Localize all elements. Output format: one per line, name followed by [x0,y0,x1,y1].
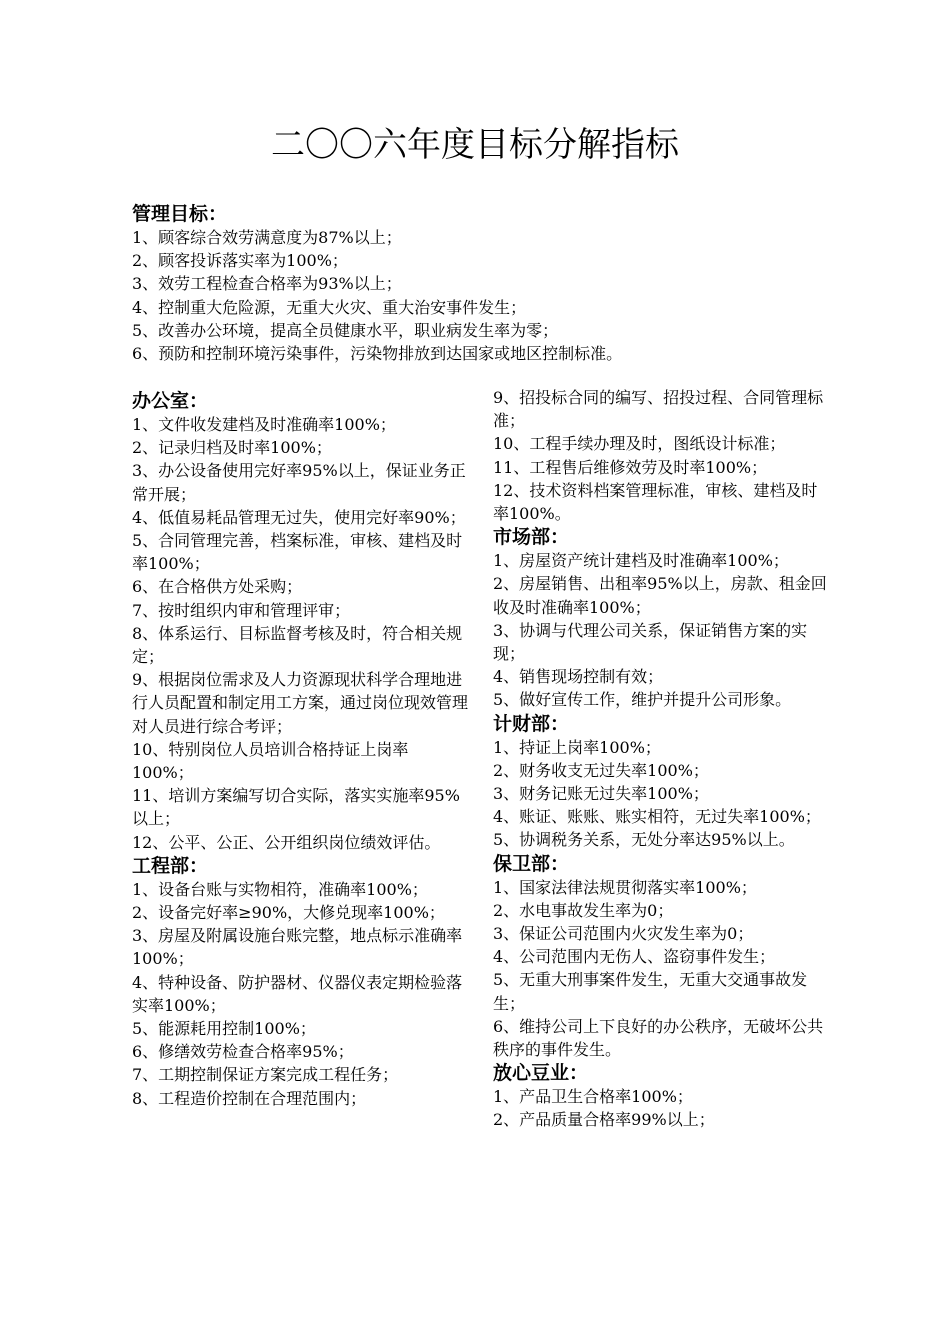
list-item: 11、工程售后维修效劳及时率100%； [493,457,768,477]
management-section [132,202,832,365]
list-item: 3、保证公司范围内火灾发生率为0； [493,924,754,944]
list-item: 5、协调税务关系，无处分率达95%以上。 [493,830,795,850]
list-item: 5、改善办公环境，提高全员健康水平，职业病发生率为零； [132,320,559,340]
list-item: 2、财务收支无过失率100%； [493,760,709,780]
management-heading: 管理目标： [132,203,228,225]
finance-heading: 计财部： [493,712,570,735]
list-item: 10、特别岗位人员培训合格持证上岗率100%； [132,739,409,783]
list-item: 12、公平、公正、公开组织岗位绩效评估。 [132,832,441,852]
list-item: 7、工期控制保证方案完成工程任务； [132,1065,399,1085]
list-item: 6、在合格供方处采购； [132,577,303,597]
list-item: 1、文件收发建档及时准确率100%； [132,415,396,434]
market-list [493,549,833,711]
engineering-heading: 工程部： [132,854,209,877]
list-item: 8、体系运行、目标监督考核及时，符合相关规定； [132,623,463,667]
list-item: 2、记录归档及时率100%； [132,438,332,458]
list-item: 5、能源耗用控制100%； [132,1019,316,1039]
left-column [132,389,468,1110]
list-item: 2、房屋销售、出租率95%以上，房款、租金回收及时准确率100%； [493,574,827,617]
list-item: 4、销售现场控制有效； [493,667,664,687]
soybean-heading: 放心豆业： [493,1062,589,1085]
list-item: 2、顾客投诉落实率为100%； [132,251,348,271]
list-item: 6、维持公司上下良好的办公秩序，无破坏公共秩序的事件发生。 [493,1016,824,1060]
list-item: 5、合同管理完善，档案标准，审核、建档及时率100%； [132,531,463,574]
list-item: 5、做好宣传工作，维护并提升公司形象。 [493,690,792,710]
soybean-list [493,1085,833,1131]
list-item: 1、顾客综合效劳满意度为87%以上； [132,228,402,247]
list-item: 3、协调与代理公司关系，保证销售方案的实现； [493,620,808,664]
list-item: 3、房屋及附属设施台账完整，地点标示准确率100%； [132,926,463,969]
list-item: 4、控制重大危险源，无重大火灾、重大治安事件发生； [132,297,527,317]
page-title: 二〇〇六年度目标分解指标 [271,125,679,165]
finance-list [493,736,833,852]
engineering-list [132,878,468,1110]
list-item: 4、低值易耗品管理无过失，使用完好率90%； [132,507,466,527]
list-item: 1、设备台账与实物相符，准确率100%； [132,879,428,899]
list-item: 12、技术资料档案管理标准，审核、建档及时率100%。 [493,480,818,524]
list-item: 1、产品卫生合格率100%； [493,1087,693,1107]
list-item: 2、水电事故发生率为0； [493,900,674,920]
list-item: 2、设备完好率≥90%，大修兑现率100%； [132,903,445,923]
office-list [132,413,468,854]
list-item: 1、持证上岗率100%； [493,737,661,757]
engineering-list-continued [493,386,833,525]
list-item: 9、根据岗位需求及人力资源现状科学合理地进行人员配置和制定用工方案，通过岗位现效管理对人员进行综合考评； [132,670,469,736]
security-heading: 保卫部： [493,852,570,875]
office-heading: 办公室： [132,390,209,412]
list-item: 6、修缮效劳检查合格率95%； [132,1042,354,1062]
list-item: 3、办公设备使用完好率95%以上，保证业务正常开展； [132,461,466,504]
list-item: 8、工程造价控制在合理范围内； [132,1088,367,1108]
list-item: 1、国家法律法规贯彻落实率100%； [493,877,757,897]
list-item: 6、预防和控制环境污染事件，污染物排放到达国家或地区控制标准。 [132,344,623,364]
list-item: 3、财务记账无过失率100%； [493,784,709,804]
market-heading: 市场部： [493,526,570,549]
list-item: 5、无重大刑事案件发生，无重大交通事故发生； [493,970,808,1013]
list-item: 9、招投标合同的编写、招投过程、合同管理标准； [493,388,824,431]
right-column [493,386,833,1132]
list-item: 4、特种设备、防护器材、仪器仪表定期检验落实率100%； [132,972,463,1015]
security-list [493,876,833,1062]
list-item: 2、产品质量合格率99%以上； [493,1110,715,1130]
list-item: 3、效劳工程检查合格率为93%以上； [132,274,402,294]
list-item: 1、房屋资产统计建档及时准确率100%； [493,551,789,571]
list-item: 7、按时组织内审和管理评审； [132,600,351,620]
list-item: 4、公司范围内无伤人、盗窃事件发生； [493,947,776,967]
list-item: 11、培训方案编写切合实际，落实实施率95%以上； [132,786,460,829]
list-item: 10、工程手续办理及时，图纸设计标准； [493,434,786,454]
management-list [132,226,832,365]
list-item: 4、账证、账账、账实相符，无过失率100%； [493,807,821,827]
